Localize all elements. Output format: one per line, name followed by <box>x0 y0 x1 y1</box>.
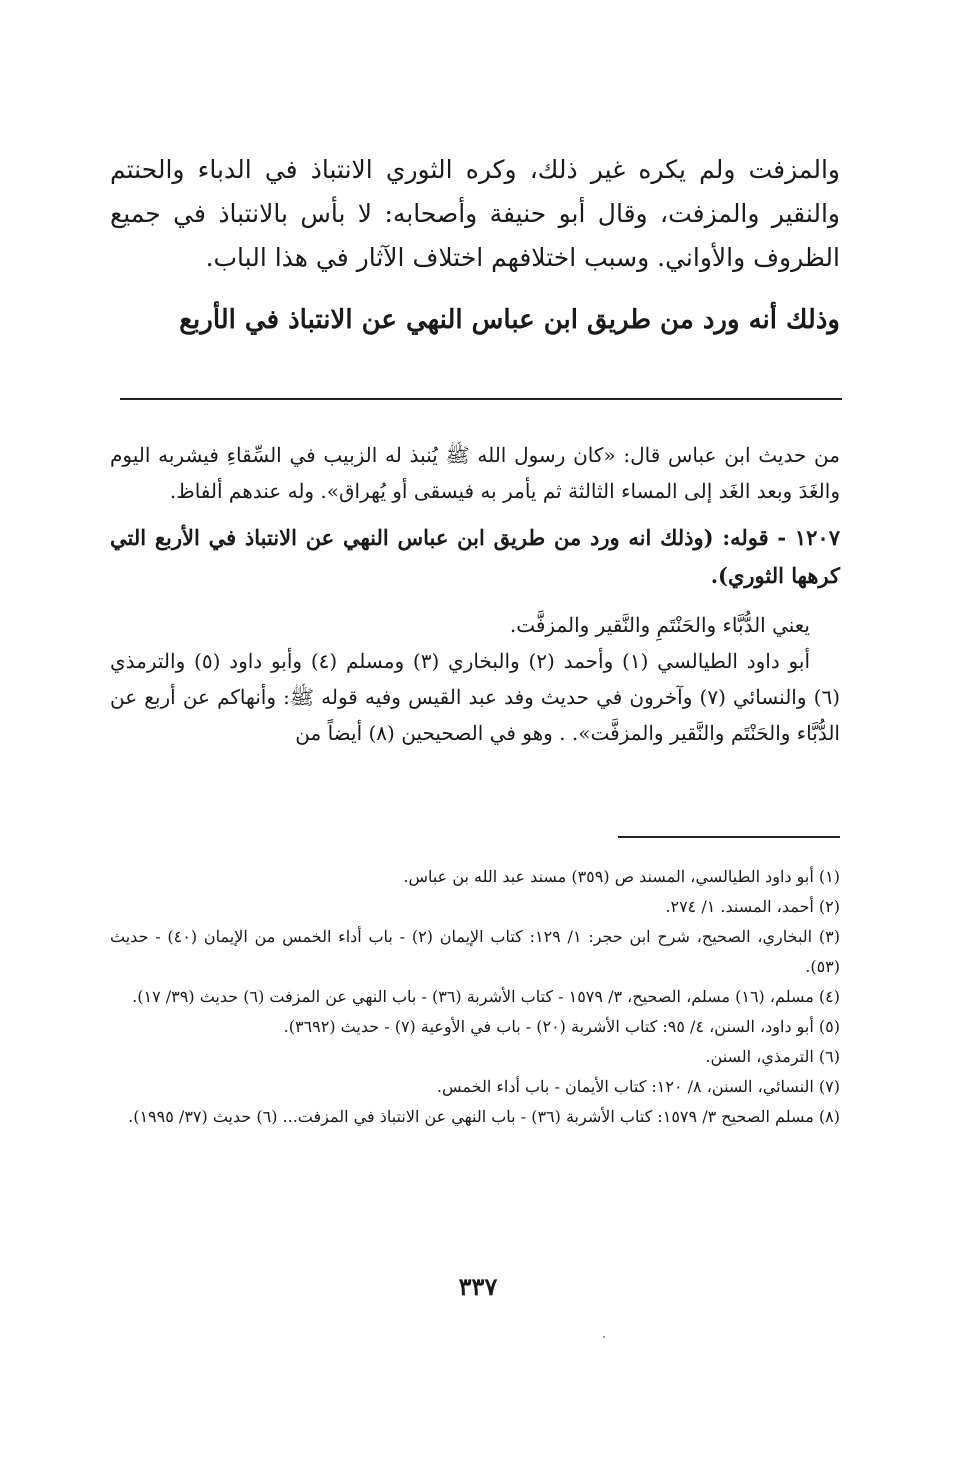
main-paragraph: والمزفت ولم يكره غير ذلك، وكره الثوري الانتباذ في الدباء والحنتم والنقير والمزفت، وقال أبو حنيفة وأصحابه: لا بأس بالانتباذ في جميع الظروف والأواني. وسبب اختلافهم اختلاف الآثار في هذا الباب. <box>110 155 840 272</box>
main-text <box>110 148 840 342</box>
footnote-item: (٢) أحمد، المسند. ١/ ٢٧٤. <box>665 897 840 916</box>
commentary-intro: من حديث ابن عباس قال: «كان رسول الله ﷺ يُنبذ له الزبيب في السِّقاءِ فيشربه اليوم والغَدَ وبعد الغَد إلى المساء الثالثة ثم يأمر به فيسقى أو يُهراق». وله عندهم ألفاظ. <box>110 443 840 503</box>
footnotes <box>110 862 840 1132</box>
commentary-section <box>110 437 840 751</box>
footnote-item: (٣) البخاري، الصحيح، شرح ابن حجر: ١/ ١٢٩: كتاب الإيمان (٢) - باب أداء الخمس من الإيمان (٤٠) - حديث (٥٣). <box>110 927 840 976</box>
footnote-item: (١) أبو داود الطيالسي، المسند ص (٣٥٩) مسند عبد الله بن عباس. <box>403 867 840 886</box>
footnote-item: (٨) مسلم الصحيح ٣/ ١٥٧٩: كتاب الأشربة (٣٦) - باب النهي عن الانتباذ في المزفت... (٦) حديث (٣٧/ ١٩٩٥). <box>128 1107 840 1126</box>
main-continuation: وذلك أنه ورد من طريق ابن عباس النهي عن الانتباذ في الأربع <box>179 305 840 335</box>
footnote-item: (٤) مسلم، (١٦) مسلم، الصحيح، ٣/ ١٥٧٩ - كتاب الأشربة (٣٦) - باب النهي عن المزفت (٦) حديث (٣٩/ ١٧). <box>132 987 840 1006</box>
commentary-body: أبو داود الطيالسي (١) وأحمد (٢) والبخاري (٣) ومسلم (٤) وأبو داود (٥) والترمذي (٦) والنسائي (٧) وآخرون في حديث وفد عبد القيس وفيه قوله ﷺ: وأنهاكم عن أربع عن الدُّبَّاء والحَنْتَم والنَّقير والمزفَّت». . وهو في الصحيحين (٨) أيضاً من <box>110 649 840 745</box>
section-divider <box>120 398 842 400</box>
footnote-divider <box>618 836 840 838</box>
footnote-item: (٦) الترمذي، السنن. <box>705 1047 840 1066</box>
footnote-item: (٥) أبو داود، السنن، ٤/ ٩٥: كتاب الأشربة (٢٠) - باب في الأوعية (٧) - حديث (٣٦٩٢). <box>283 1017 840 1036</box>
footnote-item: (٧) النسائي، السنن، ٨/ ١٢٠: كتاب الأيمان - باب أداء الخمس. <box>436 1077 840 1096</box>
commentary-meaning: يعني الدُّبَّاء والحَنْتَمِ والنَّقير والمزفَّت. <box>509 613 810 637</box>
commentary-heading: ١٢٠٧ - قوله: (وذلك انه ورد من طريق ابن عباس النهي عن الانتباذ في الأربع التي كرهها الثوري). <box>110 525 840 588</box>
scan-speck <box>603 1336 605 1338</box>
page-number: ٣٣٧ <box>458 1272 498 1301</box>
